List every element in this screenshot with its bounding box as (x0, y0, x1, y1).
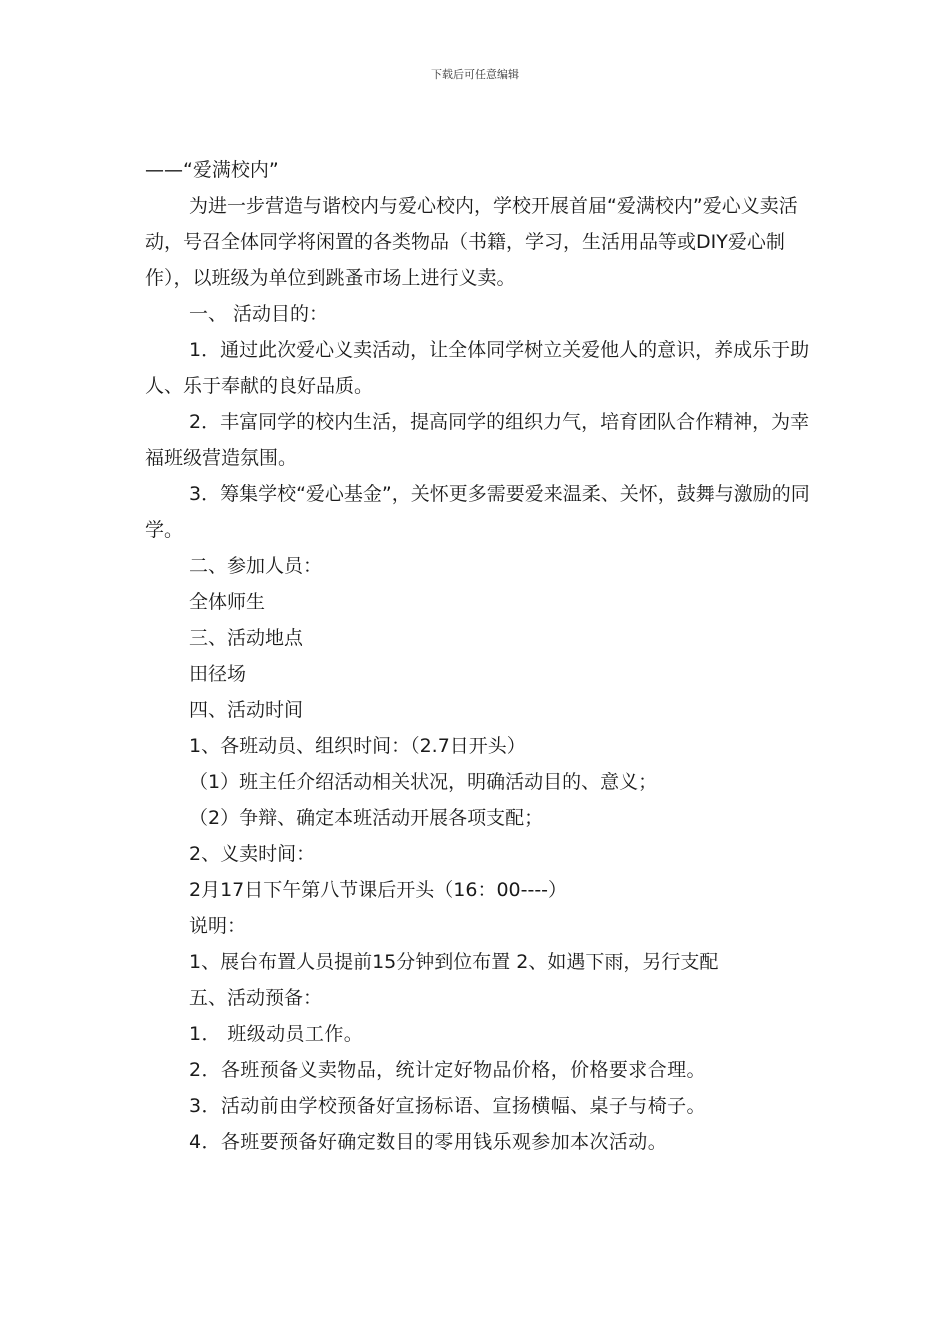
section4-time: 2月17日下午第八节课后开头（16：00----） (189, 879, 568, 901)
section5-item-1: 1． 班级动员工作。 (189, 1023, 364, 1045)
section1-heading: 一、 活动目的： (189, 303, 329, 325)
section4-line-1: 1、各班动员、组织时间：（2.7日开头） (189, 735, 526, 757)
section4-line-2: 2、义卖时间： (189, 843, 316, 865)
section1-item-3: 3．筹集学校“爱心基金”，关怀更多需要爱来温柔、关怀，鼓舞与激励的同学。 (145, 483, 810, 541)
document-body (145, 152, 815, 1160)
section4-sub-1: （1）班主任介绍活动相关状况，明确活动目的、意义； (189, 771, 658, 793)
section5-item-3: 3．活动前由学校预备好宣扬标语、宣扬横幅、桌子与椅子。 (189, 1095, 706, 1117)
section5-item-2: 2．各班预备义卖物品，统计定好物品价格，价格要求合理。 (189, 1059, 706, 1081)
section2-heading: 二、参加人员： (189, 555, 323, 577)
section4-note: 1、展台布置人员提前15分钟到位布置 2、如遇下雨，另行支配 (189, 951, 719, 973)
page-header-note: 下载后可任意编辑 (431, 68, 519, 81)
section3-body: 田径场 (189, 663, 247, 685)
section3-heading: 三、活动地点 (189, 627, 304, 649)
section5-item-4: 4．各班要预备好确定数目的零用钱乐观参加本次活动。 (189, 1131, 668, 1153)
section4-sub-2: （2）争辩、确定本班活动开展各项支配； (189, 807, 544, 829)
section1-item-1: 1．通过此次爱心义卖活动，让全体同学树立关爱他人的意识，养成乐于助人、乐于奉献的良好品质。 (145, 339, 810, 397)
section1-item-2: 2．丰富同学的校内生活，提高同学的组织力气，培育团队合作精神，为幸福班级营造氛围。 (145, 411, 810, 469)
section4-heading: 四、活动时间 (189, 699, 304, 721)
section4-note-label: 说明： (189, 915, 247, 937)
section5-heading: 五、活动预备： (189, 987, 323, 1009)
section2-body: 全体师生 (189, 591, 266, 613)
section5-list (145, 1016, 815, 1160)
intro-paragraph: 为进一步营造与谐校内与爱心校内，学校开展首届“爱满校内”爱心义卖活动，号召全体同学将闲置的各类物品（书籍，学习，生活用品等或DIY爱心制作），以班级为单位到跳蚤市场上进行义卖。 (145, 195, 798, 289)
document-subtitle: ——“爱满校内” (145, 159, 279, 181)
